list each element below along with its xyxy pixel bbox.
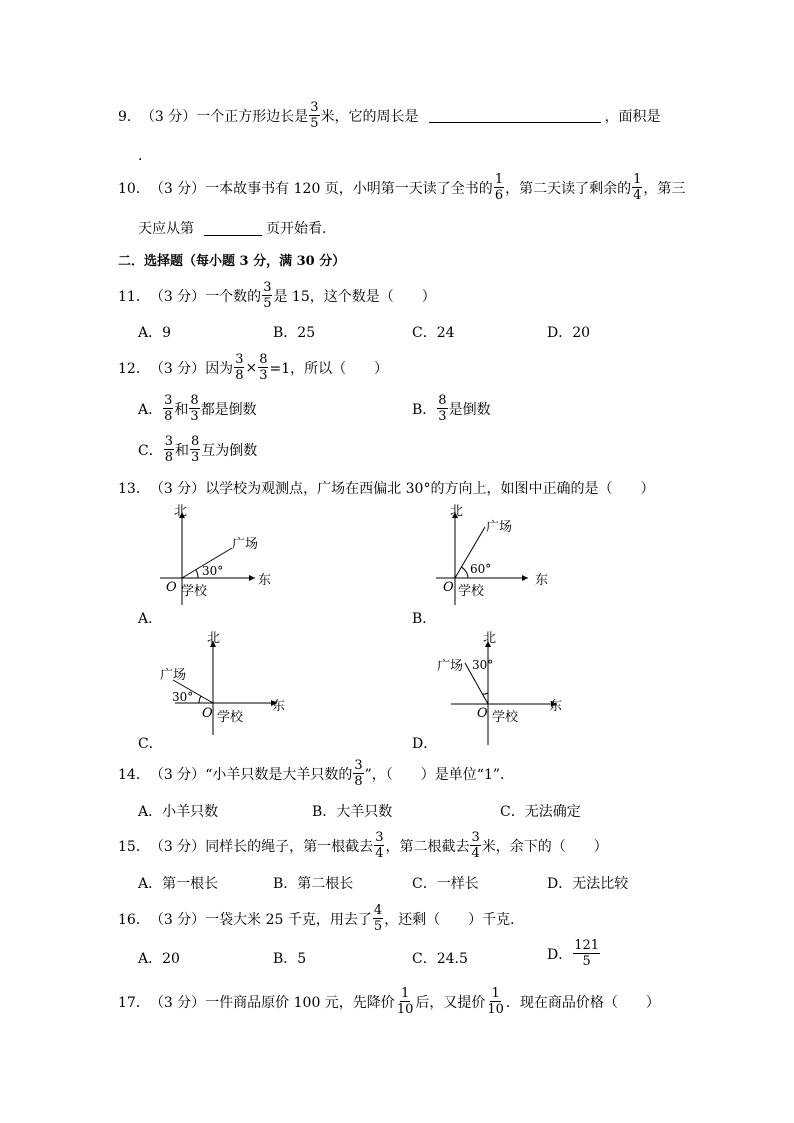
question-9-end bbox=[138, 145, 152, 165]
fraction: $\frac{8}{3}$ bbox=[191, 434, 200, 465]
question-12 bbox=[118, 352, 388, 383]
q-text: 页开始看． bbox=[266, 221, 336, 237]
q-text: 是 15，这个数是（ ） bbox=[273, 288, 436, 305]
q-text: =1，所以（ ） bbox=[269, 360, 389, 377]
question-14 bbox=[118, 758, 514, 789]
origin-label: O bbox=[166, 580, 177, 595]
q-text: 米，余下的（ ） bbox=[481, 838, 608, 855]
option-c[interactable]: C．24.5 bbox=[412, 951, 468, 967]
q-number: 17． bbox=[118, 994, 150, 1011]
q-score: （3 分） bbox=[149, 481, 206, 497]
q-text: 一个数的 bbox=[205, 288, 262, 305]
north-label: 北 bbox=[450, 504, 464, 519]
q-text: 一本故事书有 120 页，小明第一天读了全书的 bbox=[205, 180, 493, 197]
fraction: $\frac{1}{10}$ bbox=[487, 986, 504, 1017]
option-d[interactable]: D． $\frac{121}{5}$ bbox=[547, 938, 600, 969]
q-number: 15． bbox=[118, 838, 150, 855]
fraction: $\frac{1}{6}$ bbox=[494, 172, 504, 203]
option-a[interactable]: A． $\frac{3}{8}$ 和 $\frac{8}{3}$ 都是倒数 bbox=[138, 393, 257, 424]
school-label: 学校 bbox=[181, 584, 208, 599]
option-b[interactable]: B． $\frac{8}{3}$ 是倒数 bbox=[412, 393, 491, 424]
q-text: 天应从第 bbox=[138, 221, 194, 237]
times-sign: × bbox=[245, 359, 258, 376]
option-b[interactable]: B． bbox=[412, 611, 437, 627]
q-text: 一个正方形边长是 bbox=[196, 108, 309, 125]
angle-label: 30° bbox=[172, 690, 194, 704]
q-number: 9． bbox=[118, 108, 141, 125]
q-number: 12． bbox=[118, 360, 150, 377]
fraction: $\frac{8}{3}$ bbox=[259, 352, 268, 383]
fraction: $\frac{3}{4}$ bbox=[471, 830, 480, 861]
option-b[interactable]: B．5 bbox=[273, 951, 307, 967]
answer-blank[interactable] bbox=[204, 221, 262, 236]
origin-label: O bbox=[477, 706, 488, 721]
q-number: 14． bbox=[118, 766, 150, 783]
school-label: 学校 bbox=[458, 584, 485, 599]
angle-label: 60° bbox=[470, 562, 492, 576]
option-a[interactable]: A．20 bbox=[138, 951, 180, 967]
q-text: ，面积是 bbox=[604, 108, 661, 125]
square-label: 广场 bbox=[486, 520, 513, 535]
east-label: 东 bbox=[258, 573, 272, 588]
fraction: $\frac{3}{4}$ bbox=[375, 830, 384, 861]
q-number: 16． bbox=[118, 911, 150, 928]
fraction: $\frac{3}{8}$ bbox=[354, 758, 363, 789]
q-number: 11． bbox=[118, 288, 150, 305]
q-text: ，第二天读了剩余的 bbox=[505, 180, 632, 197]
square-label: 广场 bbox=[232, 537, 259, 552]
north-label: 北 bbox=[483, 631, 497, 646]
answer-blank[interactable] bbox=[429, 108, 601, 123]
east-label: 东 bbox=[535, 573, 549, 588]
q-text: 以学校为观测点，广场在西偏北 30°的方向上，如图中正确的是（ ） bbox=[205, 481, 655, 497]
option-d[interactable]: D．无法比较 bbox=[547, 876, 629, 892]
school-label: 学校 bbox=[492, 710, 519, 725]
q-text: 一袋大米 25 千克，用去了 bbox=[205, 911, 372, 928]
fraction: $\frac{4}{5}$ bbox=[373, 903, 383, 934]
q-score: （3 分） bbox=[149, 994, 206, 1011]
origin-label: O bbox=[202, 706, 213, 721]
option-c[interactable]: C．一样长 bbox=[412, 876, 479, 892]
question-9 bbox=[118, 100, 661, 131]
square-label: 广场 bbox=[160, 668, 187, 683]
diagram-d[interactable] bbox=[445, 625, 570, 745]
question-15 bbox=[118, 830, 608, 861]
fraction: $\frac{3}{5}$ bbox=[263, 280, 272, 311]
question-10 bbox=[118, 172, 685, 203]
question-11 bbox=[118, 280, 436, 311]
north-label: 北 bbox=[174, 504, 188, 519]
q-text: ．现在商品价格（ ） bbox=[505, 994, 660, 1011]
q-text: ”，（ ）是单位“1”． bbox=[364, 766, 515, 783]
q-text: ，第三 bbox=[643, 180, 686, 197]
option-a[interactable]: A．9 bbox=[138, 325, 172, 341]
option-a[interactable]: A．小羊只数 bbox=[138, 804, 219, 820]
option-d[interactable]: D． bbox=[412, 736, 438, 752]
question-10-line2 bbox=[138, 218, 336, 238]
fraction: $\frac{3}{5}$ bbox=[310, 100, 319, 131]
option-b[interactable]: B．第二根长 bbox=[273, 876, 354, 892]
option-c[interactable]: C．无法确定 bbox=[500, 804, 581, 820]
q-text: “小羊只数是大羊只数的 bbox=[205, 766, 353, 783]
q-text: ，还剩（ ）千克． bbox=[384, 911, 525, 928]
fraction: $\frac{1}{4}$ bbox=[633, 172, 642, 203]
q-number: 10． bbox=[118, 180, 150, 197]
option-c[interactable]: C． bbox=[138, 736, 163, 752]
option-d[interactable]: D．20 bbox=[547, 325, 591, 341]
q-text: 因为 bbox=[205, 360, 234, 377]
q-score: （3 分） bbox=[149, 911, 206, 928]
q-score: （3 分） bbox=[149, 288, 206, 305]
fraction: $\frac{3}{8}$ bbox=[235, 352, 244, 383]
fraction: $\frac{121}{5}$ bbox=[574, 938, 600, 969]
q-score: （3 分） bbox=[149, 766, 206, 783]
angle-label: 30° bbox=[202, 564, 224, 578]
q-text: 米，它的周长是 bbox=[320, 108, 419, 125]
option-a[interactable]: A．第一根长 bbox=[138, 876, 219, 892]
q-text: ，第二根截去 bbox=[385, 838, 470, 855]
q-score: （3 分） bbox=[149, 180, 206, 197]
question-13 bbox=[118, 478, 654, 498]
q-text: 一件商品原价 100 元，先降价 bbox=[205, 994, 395, 1011]
q-text: ． bbox=[138, 148, 152, 164]
fraction: $\frac{1}{10}$ bbox=[396, 986, 414, 1017]
fraction: $\frac{8}{3}$ bbox=[438, 393, 447, 424]
q-text: 同样长的绳子，第一根截去 bbox=[205, 838, 374, 855]
q-text: 后，又提价 bbox=[415, 994, 486, 1011]
option-b[interactable]: B．25 bbox=[273, 325, 316, 341]
school-label: 学校 bbox=[217, 710, 244, 725]
north-label: 北 bbox=[207, 631, 221, 646]
fraction: $\frac{8}{3}$ bbox=[190, 393, 199, 424]
option-a[interactable]: A． bbox=[138, 611, 163, 627]
east-label: 东 bbox=[549, 699, 563, 714]
origin-label: O bbox=[443, 580, 454, 595]
q-number: 13． bbox=[118, 481, 150, 497]
q-score: （3 分） bbox=[140, 108, 197, 125]
option-c[interactable]: C． $\frac{3}{8}$ 和 $\frac{8}{3}$ 互为倒数 bbox=[138, 434, 258, 465]
east-label: 东 bbox=[272, 699, 286, 714]
option-c[interactable]: C．24 bbox=[412, 325, 455, 341]
section-title: 二．选择题（每小题 3 分，满 30 分） bbox=[118, 254, 346, 269]
fraction: $\frac{3}{8}$ bbox=[164, 434, 173, 465]
question-16 bbox=[118, 903, 524, 934]
option-b[interactable]: B．大羊只数 bbox=[312, 804, 393, 820]
q-score: （3 分） bbox=[149, 838, 206, 855]
question-17 bbox=[118, 986, 660, 1017]
fraction: $\frac{3}{8}$ bbox=[164, 393, 173, 424]
angle-label: 30° bbox=[472, 658, 494, 672]
q-score: （3 分） bbox=[149, 360, 206, 377]
square-label: 广场 bbox=[437, 659, 464, 674]
